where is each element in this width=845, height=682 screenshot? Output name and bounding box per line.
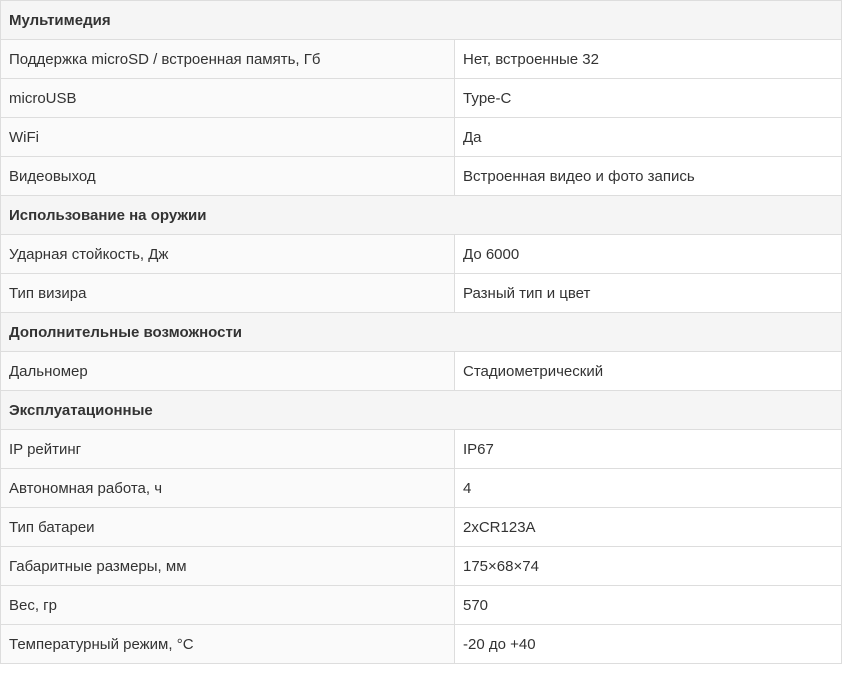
section-title: Эксплуатационные xyxy=(1,391,842,430)
spec-value: Нет, встроенные 32 xyxy=(455,40,842,79)
table-row xyxy=(1,625,842,664)
spec-value: До 6000 xyxy=(455,235,842,274)
section-header-weapon-use xyxy=(1,196,842,235)
table-row xyxy=(1,235,842,274)
spec-label: Тип визира xyxy=(1,274,455,313)
spec-value: 175×68×74 xyxy=(455,547,842,586)
spec-value: 2xCR123A xyxy=(455,508,842,547)
section-header-additional-features xyxy=(1,313,842,352)
table-row xyxy=(1,274,842,313)
table-row xyxy=(1,352,842,391)
spec-label: Видеовыход xyxy=(1,157,455,196)
section-title: Дополнительные возможности xyxy=(1,313,842,352)
table-row xyxy=(1,40,842,79)
spec-value: -20 до +40 xyxy=(455,625,842,664)
table-row xyxy=(1,469,842,508)
table-row xyxy=(1,508,842,547)
section-header-operational xyxy=(1,391,842,430)
table-row xyxy=(1,430,842,469)
spec-label: WiFi xyxy=(1,118,455,157)
spec-value: IP67 xyxy=(455,430,842,469)
spec-value: Разный тип и цвет xyxy=(455,274,842,313)
table-row xyxy=(1,547,842,586)
section-header-multimedia xyxy=(1,1,842,40)
section-title: Использование на оружии xyxy=(1,196,842,235)
section-title: Мультимедия xyxy=(1,1,842,40)
spec-label: IP рейтинг xyxy=(1,430,455,469)
spec-value: 4 xyxy=(455,469,842,508)
spec-value: Встроенная видео и фото запись xyxy=(455,157,842,196)
spec-label: Ударная стойкость, Дж xyxy=(1,235,455,274)
table-row xyxy=(1,157,842,196)
table-row xyxy=(1,118,842,157)
table-row xyxy=(1,586,842,625)
spec-value: 570 xyxy=(455,586,842,625)
spec-label: Габаритные размеры, мм xyxy=(1,547,455,586)
spec-value: Стадиометрический xyxy=(455,352,842,391)
spec-label: Температурный режим, °C xyxy=(1,625,455,664)
spec-label: microUSB xyxy=(1,79,455,118)
table-row xyxy=(1,79,842,118)
spec-value: Да xyxy=(455,118,842,157)
spec-label: Вес, гр xyxy=(1,586,455,625)
spec-label: Поддержка microSD / встроенная память, Гб xyxy=(1,40,455,79)
spec-label: Тип батареи xyxy=(1,508,455,547)
spec-label: Дальномер xyxy=(1,352,455,391)
spec-value: Type-C xyxy=(455,79,842,118)
spec-label: Автономная работа, ч xyxy=(1,469,455,508)
